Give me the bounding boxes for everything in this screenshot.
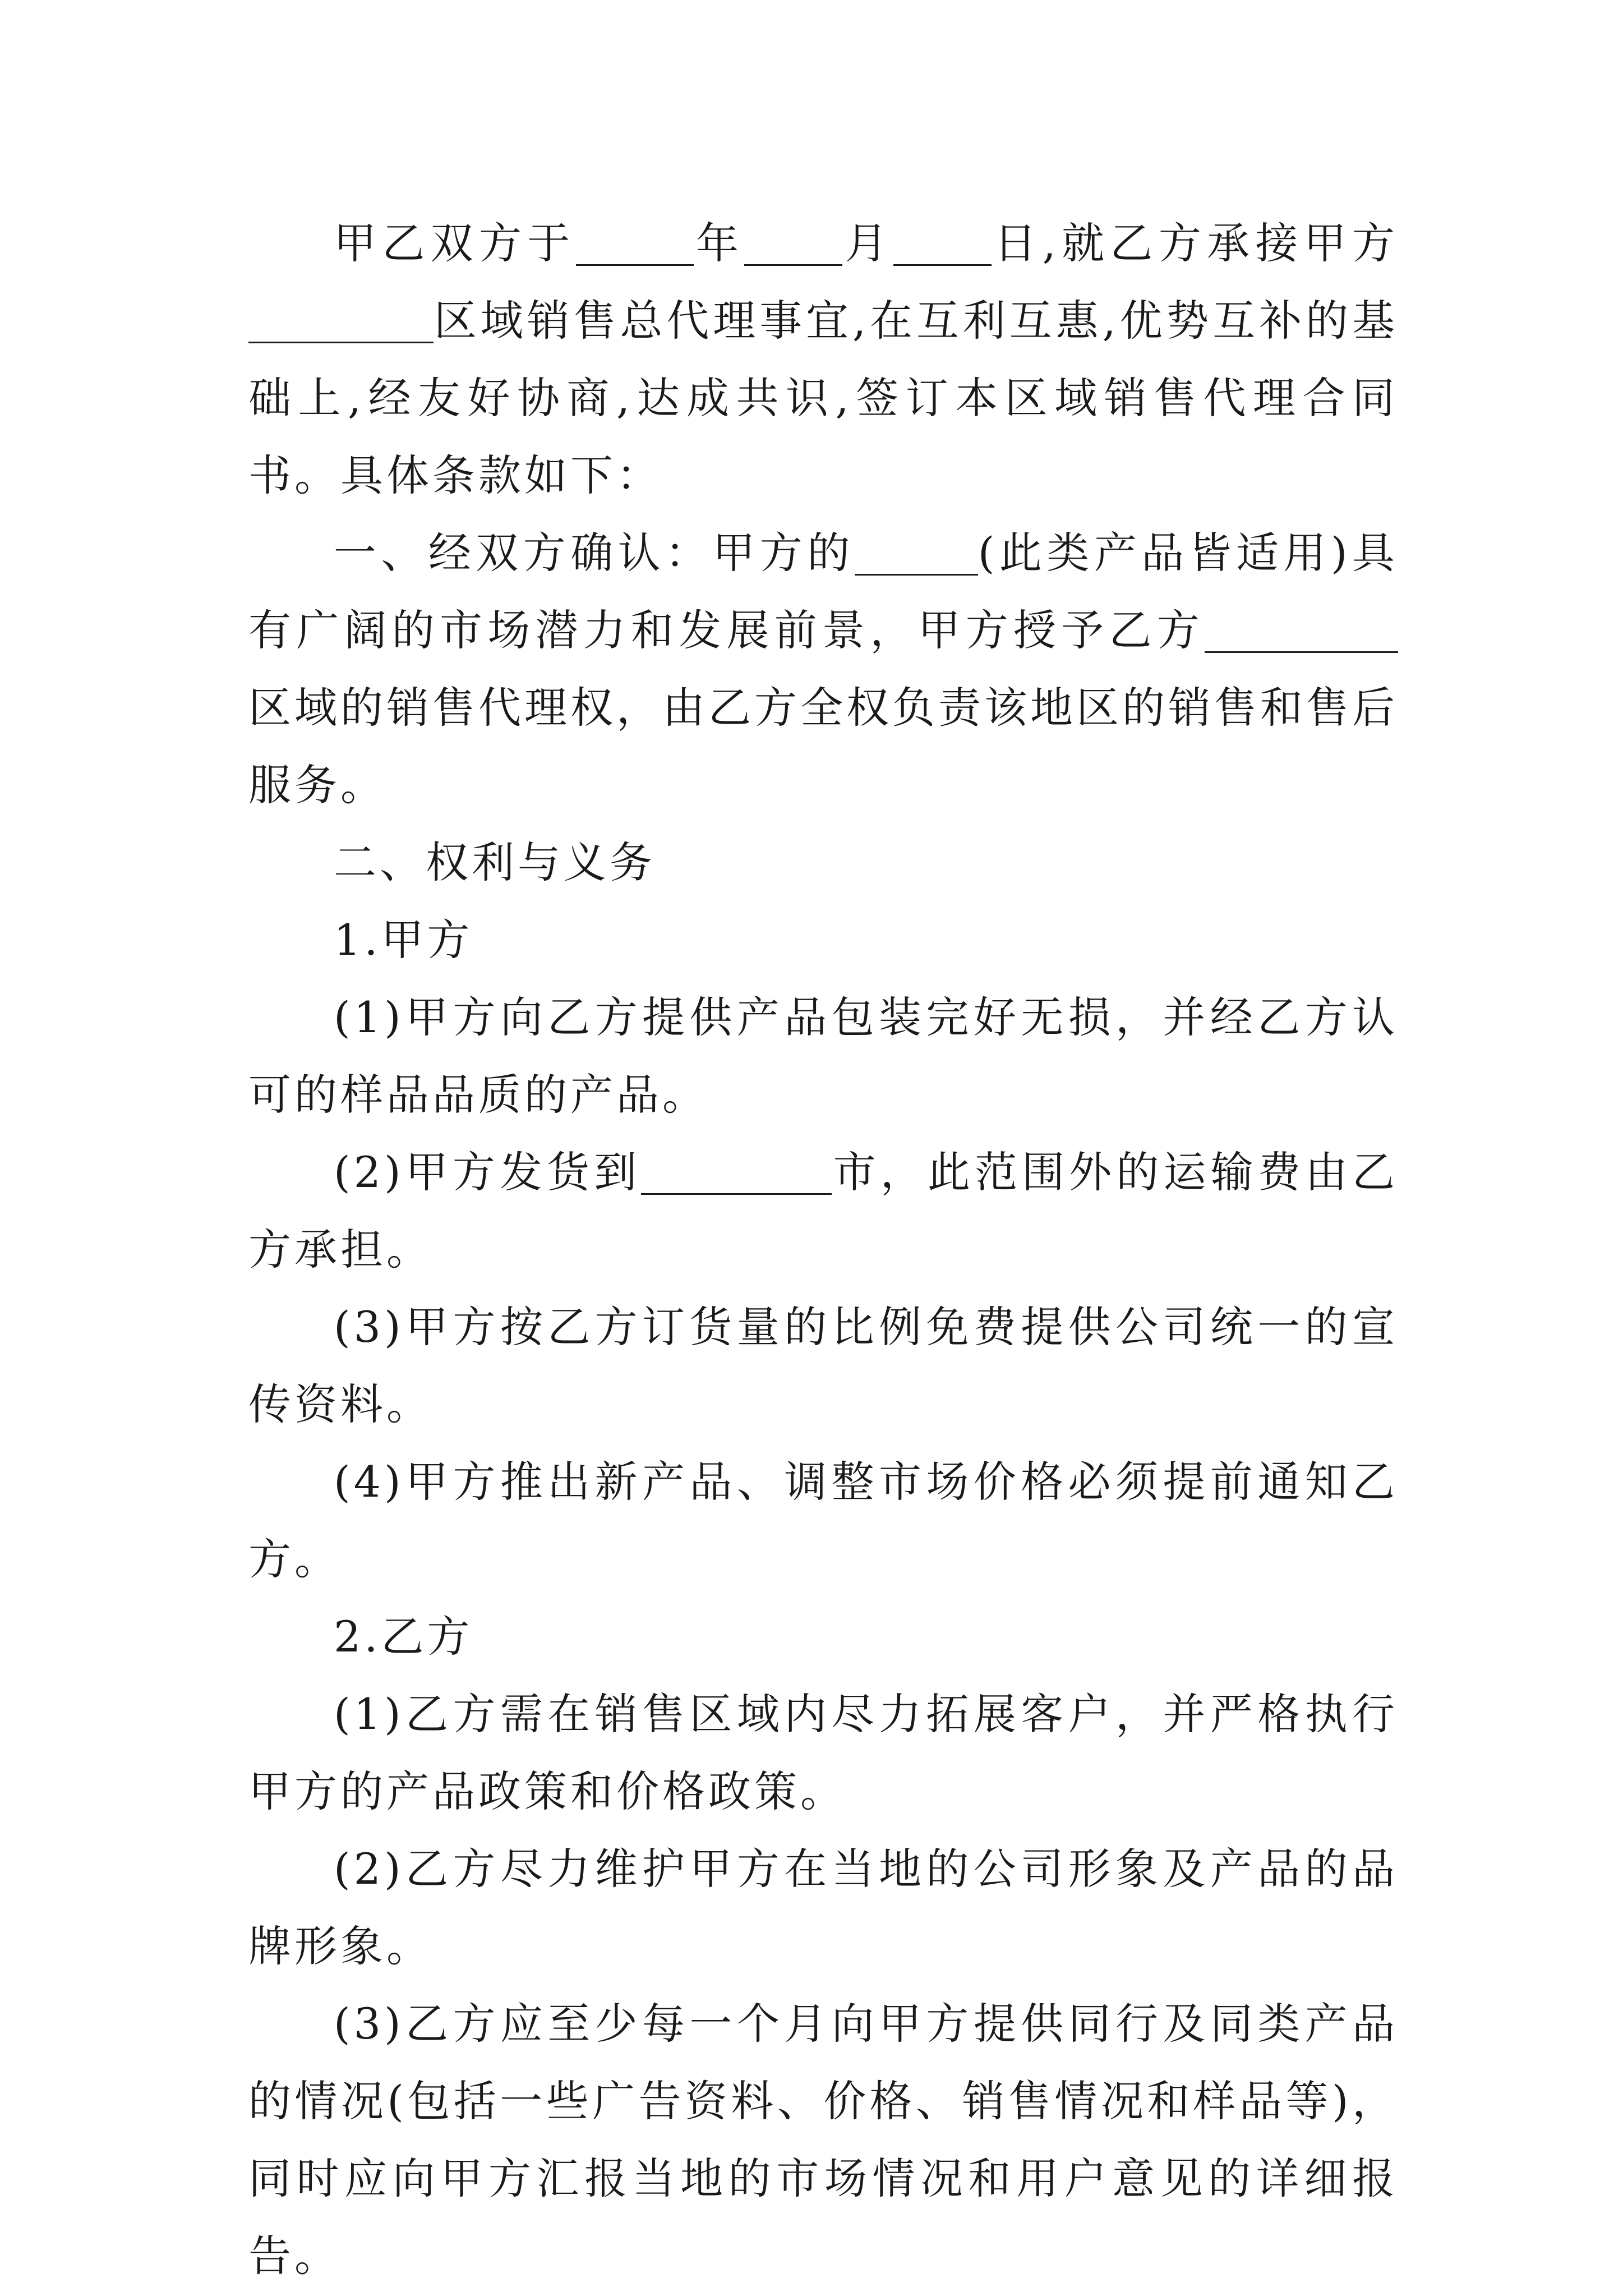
- text: 甲乙双方于: [334, 218, 576, 268]
- text: 区域的销售代理权，由乙方全权负责该地区的销售和售后服务。: [248, 683, 1398, 810]
- paragraph-a-2: [248, 1134, 1398, 1289]
- blank-area: [1205, 606, 1398, 653]
- text: 一、经双方确认：甲方的: [334, 528, 855, 578]
- blank-year: [576, 219, 694, 266]
- blank-product: [855, 529, 978, 576]
- heading-rights-obligations: 二、权利与义务: [334, 838, 656, 887]
- blank-city: [641, 1148, 832, 1195]
- text: 月: [842, 218, 893, 268]
- paragraph-clause-1: [248, 514, 1398, 824]
- text: 年: [693, 218, 745, 268]
- paragraph-a-3: (3)甲方按乙方订货量的比例免费提供公司统一的宣传资料。: [248, 1302, 1398, 1429]
- text: (此类产品皆适用)具有广阔的市场潜力和发展前景，甲方授予乙方: [248, 528, 1398, 655]
- blank-region: [248, 297, 434, 343]
- text: 区域销售总代理事宜,在互利互惠,优势互补的基础上,经友好协商,达成共识,签订本区域销售代理合同书。具体条款如下：: [248, 296, 1398, 500]
- text: (2)甲方发货到: [334, 1147, 642, 1197]
- blank-month: [744, 219, 842, 266]
- text: 日,就乙方承接甲方: [991, 218, 1399, 268]
- heading-party-a: 1.甲方: [334, 915, 473, 965]
- paragraph-b-2: (2)乙方尽力维护甲方在当地的公司形象及产品的品牌形象。: [248, 1844, 1398, 1971]
- paragraph-a-4: (4)甲方推出新产品、调整市场价格必须提前通知乙方。: [248, 1457, 1398, 1584]
- paragraph-b-1: (1)乙方需在销售区域内尽力拓展客户，并严格执行甲方的产品政策和价格政策。: [248, 1689, 1398, 1816]
- text: 市，此范围外的运输费由乙方承担。: [248, 1147, 1398, 1274]
- heading-party-b: 2.乙方: [334, 1612, 473, 1662]
- blank-day: [893, 219, 992, 266]
- paragraph-a-1: (1)甲方向乙方提供产品包装完好无损，并经乙方认可的样品品质的产品。: [248, 992, 1398, 1120]
- document-body: [248, 205, 1398, 2295]
- paragraph-opening: [248, 205, 1398, 514]
- paragraph-b-3: (3)乙方应至少每一个月向甲方提供同行及同类产品的情况(包括一些广告资料、价格、销售情况和样品等)，同时应向甲方汇报当地的市场情况和用户意见的详细报告。: [248, 1999, 1398, 2281]
